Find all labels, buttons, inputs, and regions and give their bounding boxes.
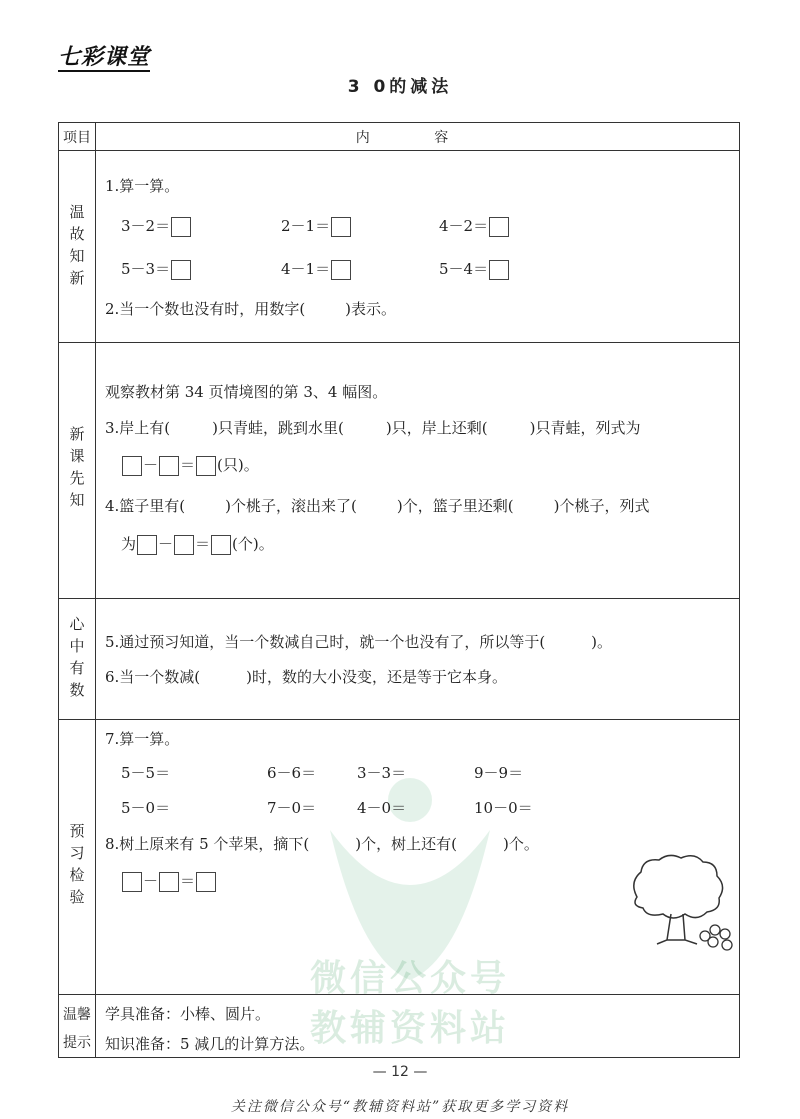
q8-line2: － ＝ (121, 870, 217, 892)
q1-item: 3－2＝ (121, 215, 192, 237)
section-label: 预 习 检 验 (69, 822, 85, 906)
q1-title: 1.算一算。 (105, 177, 180, 195)
tip-line2: 知识准备：5 减几的计算方法。 (105, 1035, 315, 1053)
answer-box[interactable] (174, 535, 194, 555)
q5: 5.通过预习知道，当一个数减自己时，就一个也没有了，所以等于( )。 (105, 633, 613, 651)
brand-logo: 七彩课堂 (58, 45, 151, 70)
q4-line1: 4.篮子里有( )个桃子，滚出来了( )个，篮子里还剩( )个桃子，列式 (105, 497, 650, 515)
answer-box[interactable] (196, 456, 216, 476)
section-label: 温馨 提示 (63, 1007, 91, 1051)
q7-item: 10－0＝ (474, 799, 533, 817)
section-tips (59, 994, 739, 1059)
page-title: 3 0的减法 (347, 77, 453, 97)
q7-title: 7.算一算。 (105, 730, 180, 748)
answer-box[interactable] (122, 872, 142, 892)
section-label: 新 课 先 知 (69, 425, 85, 509)
answer-box[interactable] (196, 872, 216, 892)
q7-item: 5－5＝ (121, 764, 171, 782)
page-number: — 12 — (372, 1064, 428, 1080)
footer-note: 关注微信公众号“教辅资料站”获取更多学习资料 (230, 1099, 570, 1115)
answer-box[interactable] (331, 217, 351, 237)
q1-item: 5－3＝ (121, 258, 192, 280)
section-label: 温 故 知 新 (69, 203, 85, 287)
observe-text: 观察教材第 34 页情境图的第 3、4 幅图。 (105, 383, 388, 401)
section-check (59, 719, 739, 994)
answer-box[interactable] (489, 217, 509, 237)
apple-tree-icon (627, 852, 739, 956)
answer-box[interactable] (211, 535, 231, 555)
q7-item: 6－6＝ (267, 764, 317, 782)
answer-box[interactable] (171, 217, 191, 237)
q1-item: 4－1＝ (281, 258, 352, 280)
q6: 6.当一个数减( )时，数的大小没变，还是等于它本身。 (105, 668, 508, 686)
section-review (59, 150, 739, 342)
q7-item: 3－3＝ (357, 764, 407, 782)
q2: 2.当一个数也没有时，用数字( )表示。 (105, 300, 397, 318)
answer-box[interactable] (159, 872, 179, 892)
answer-box[interactable] (159, 456, 179, 476)
q1-item: 2－1＝ (281, 215, 352, 237)
q8-line1: 8.树上原来有 5 个苹果，摘下( )个，树上还有( )个。 (105, 835, 539, 853)
answer-box[interactable] (171, 260, 191, 280)
answer-box[interactable] (122, 456, 142, 476)
q3-line1: 3.岸上有( )只青蛙，跳到水里( )只，岸上还剩( )只青蛙，列式为 (105, 419, 641, 437)
q3-line2: － ＝ (只)。 (121, 454, 259, 476)
q4-line2: 为 － ＝ (个)。 (121, 535, 274, 553)
watermark-line2: 教辅资料站 (309, 1008, 510, 1049)
watermark-line1: 微信公众号 (309, 958, 510, 999)
header-content: 内 容 (355, 130, 479, 146)
worksheet-table (58, 122, 740, 1058)
tip-line1: 学具准备：小棒、圆片。 (105, 1005, 271, 1023)
q7-item: 5－0＝ (121, 799, 171, 817)
q7-item: 4－0＝ (357, 799, 407, 817)
section-label: 心 中 有 数 (69, 615, 85, 699)
answer-box[interactable] (137, 535, 157, 555)
section-summary (59, 598, 739, 719)
answer-box[interactable] (331, 260, 351, 280)
section-preview (59, 342, 739, 598)
q1-item: 5－4＝ (439, 258, 510, 280)
q7-item: 9－9＝ (474, 764, 524, 782)
header-item: 项目 (63, 130, 91, 146)
answer-box[interactable] (489, 260, 509, 280)
q1-item: 4－2＝ (439, 215, 510, 237)
q7-item: 7－0＝ (267, 799, 317, 817)
